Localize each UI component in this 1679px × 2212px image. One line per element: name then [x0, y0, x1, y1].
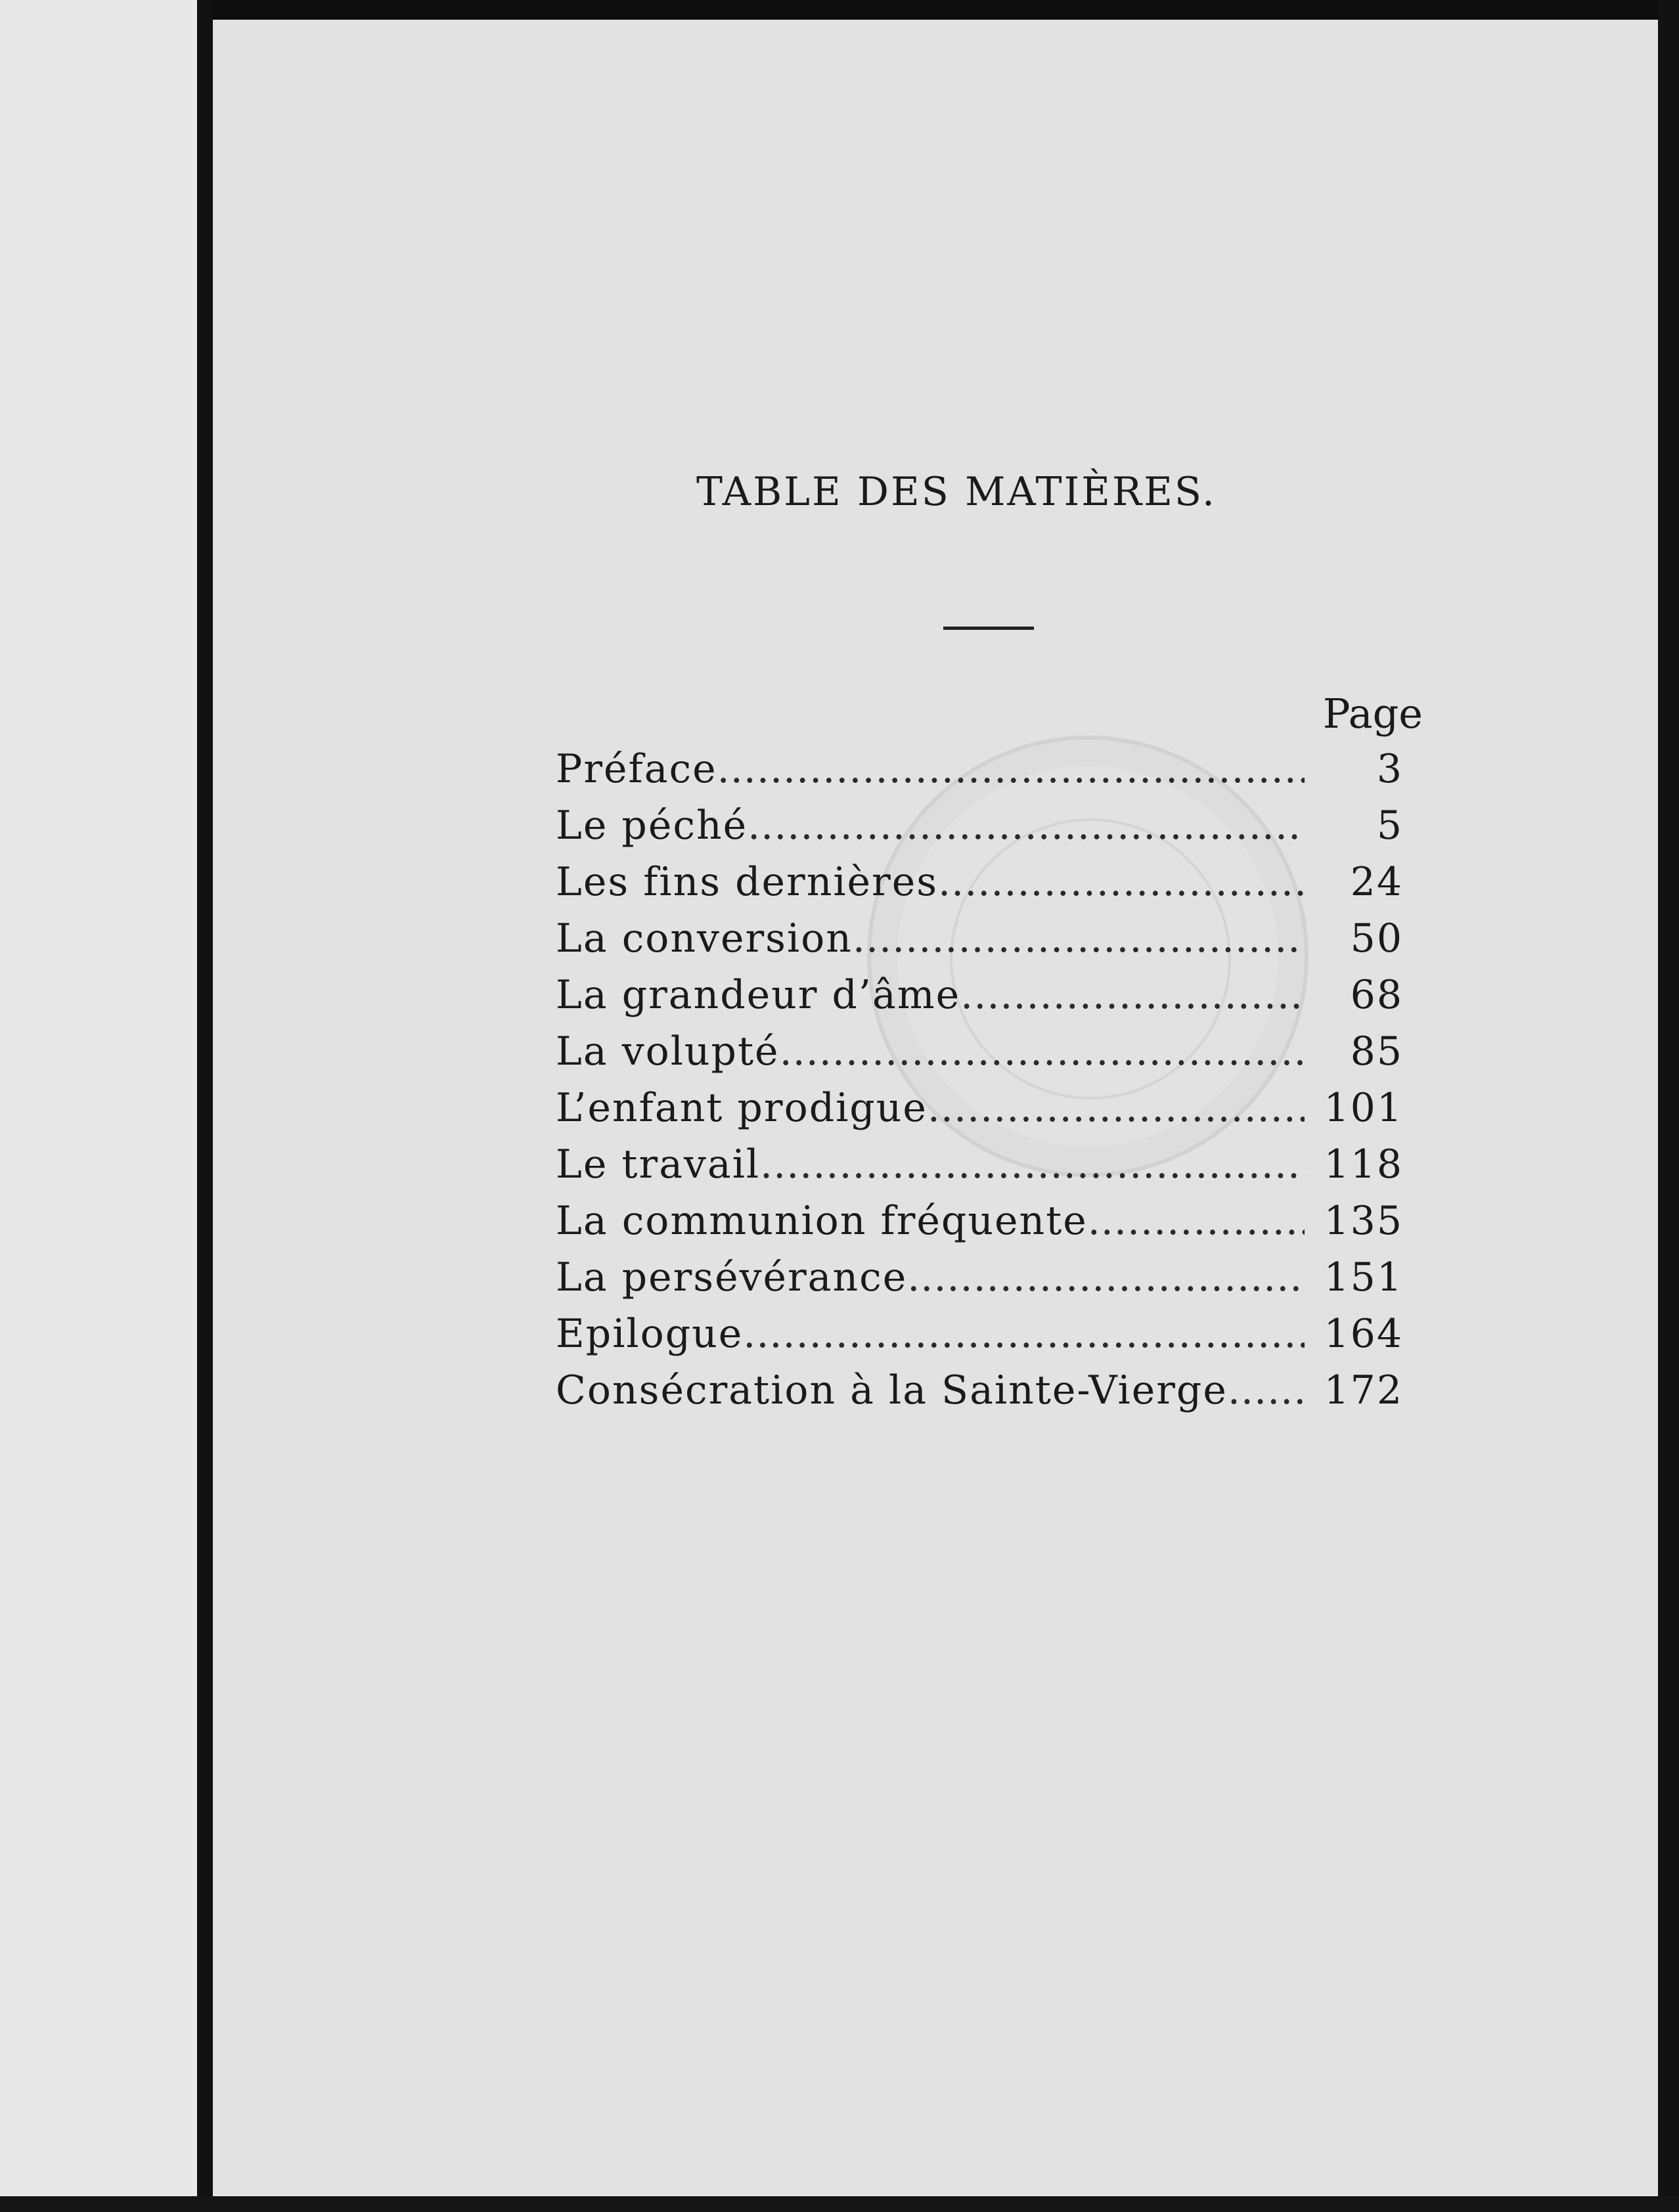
toc-entry [556, 803, 1403, 859]
toc-entry-page: 24 [1350, 859, 1403, 905]
dot-leader [748, 803, 1305, 849]
toc-entry-label: Les fins dernières [556, 859, 939, 905]
toc-entry-page: 5 [1376, 803, 1403, 849]
toc-entry [556, 859, 1403, 916]
toc-entry-label: La volupté [556, 1029, 780, 1074]
dot-leader [960, 972, 1305, 1018]
toc-entry [556, 1311, 1403, 1367]
toc-entry-label: Le péché [556, 803, 748, 849]
page-column-header: Page [1322, 690, 1423, 738]
toc-entry-label: L’enfant prodigue [556, 1085, 928, 1131]
toc-entry [556, 1141, 1403, 1198]
toc-entry-label: Préface [556, 746, 717, 792]
toc-entry [556, 916, 1403, 972]
toc-entry-page: 118 [1324, 1141, 1403, 1187]
toc-entry-label: Le travail [556, 1141, 761, 1187]
dot-leader [717, 746, 1305, 792]
toc-entries [556, 746, 1403, 1424]
toc-entry [556, 1367, 1403, 1424]
toc-entry [556, 1029, 1403, 1085]
toc-entry-page: 3 [1376, 746, 1403, 792]
scan-top-edge [0, 0, 1679, 20]
toc-entry-page: 172 [1324, 1367, 1403, 1413]
toc-entry-label: La conversion [556, 916, 853, 962]
dot-leader [760, 1141, 1305, 1187]
toc-entry-page: 68 [1350, 972, 1403, 1018]
previous-page-strip [0, 0, 197, 2212]
toc-entry [556, 746, 1403, 803]
toc-entry [556, 1198, 1403, 1254]
dot-leader [853, 916, 1305, 962]
dot-leader [928, 1085, 1305, 1131]
toc-entry [556, 1254, 1403, 1311]
page-title: TABLE DES MATIÈRES. [696, 469, 1217, 515]
title-divider [943, 627, 1034, 630]
dot-leader [743, 1311, 1305, 1357]
scan-bottom-edge [0, 2196, 1679, 2212]
dot-leader [938, 859, 1305, 905]
toc-entry-page: 164 [1324, 1311, 1403, 1357]
scan-right-edge [1658, 0, 1679, 2212]
toc-entry-page: 50 [1350, 916, 1403, 962]
toc-entry-page: 85 [1350, 1029, 1403, 1074]
toc-entry-label: Consécration à la Sainte-Vierge [556, 1367, 1228, 1413]
dot-leader [1088, 1198, 1305, 1244]
dot-leader [907, 1254, 1305, 1300]
binding-gutter-line [197, 0, 213, 2212]
toc-entry-label: La persévérance [556, 1254, 908, 1300]
toc-entry-label: La communion fréquente [556, 1198, 1088, 1244]
dot-leader [780, 1029, 1305, 1074]
toc-entry-page: 101 [1324, 1085, 1403, 1131]
toc-entry-page: 151 [1324, 1254, 1403, 1300]
toc-entry-label: La grandeur d’âme [556, 972, 961, 1018]
dot-leader [1228, 1367, 1305, 1413]
toc-entry [556, 1085, 1403, 1141]
toc-entry-page: 135 [1324, 1198, 1403, 1244]
toc-entry-label: Epilogue [556, 1311, 744, 1357]
toc-entry [556, 972, 1403, 1029]
